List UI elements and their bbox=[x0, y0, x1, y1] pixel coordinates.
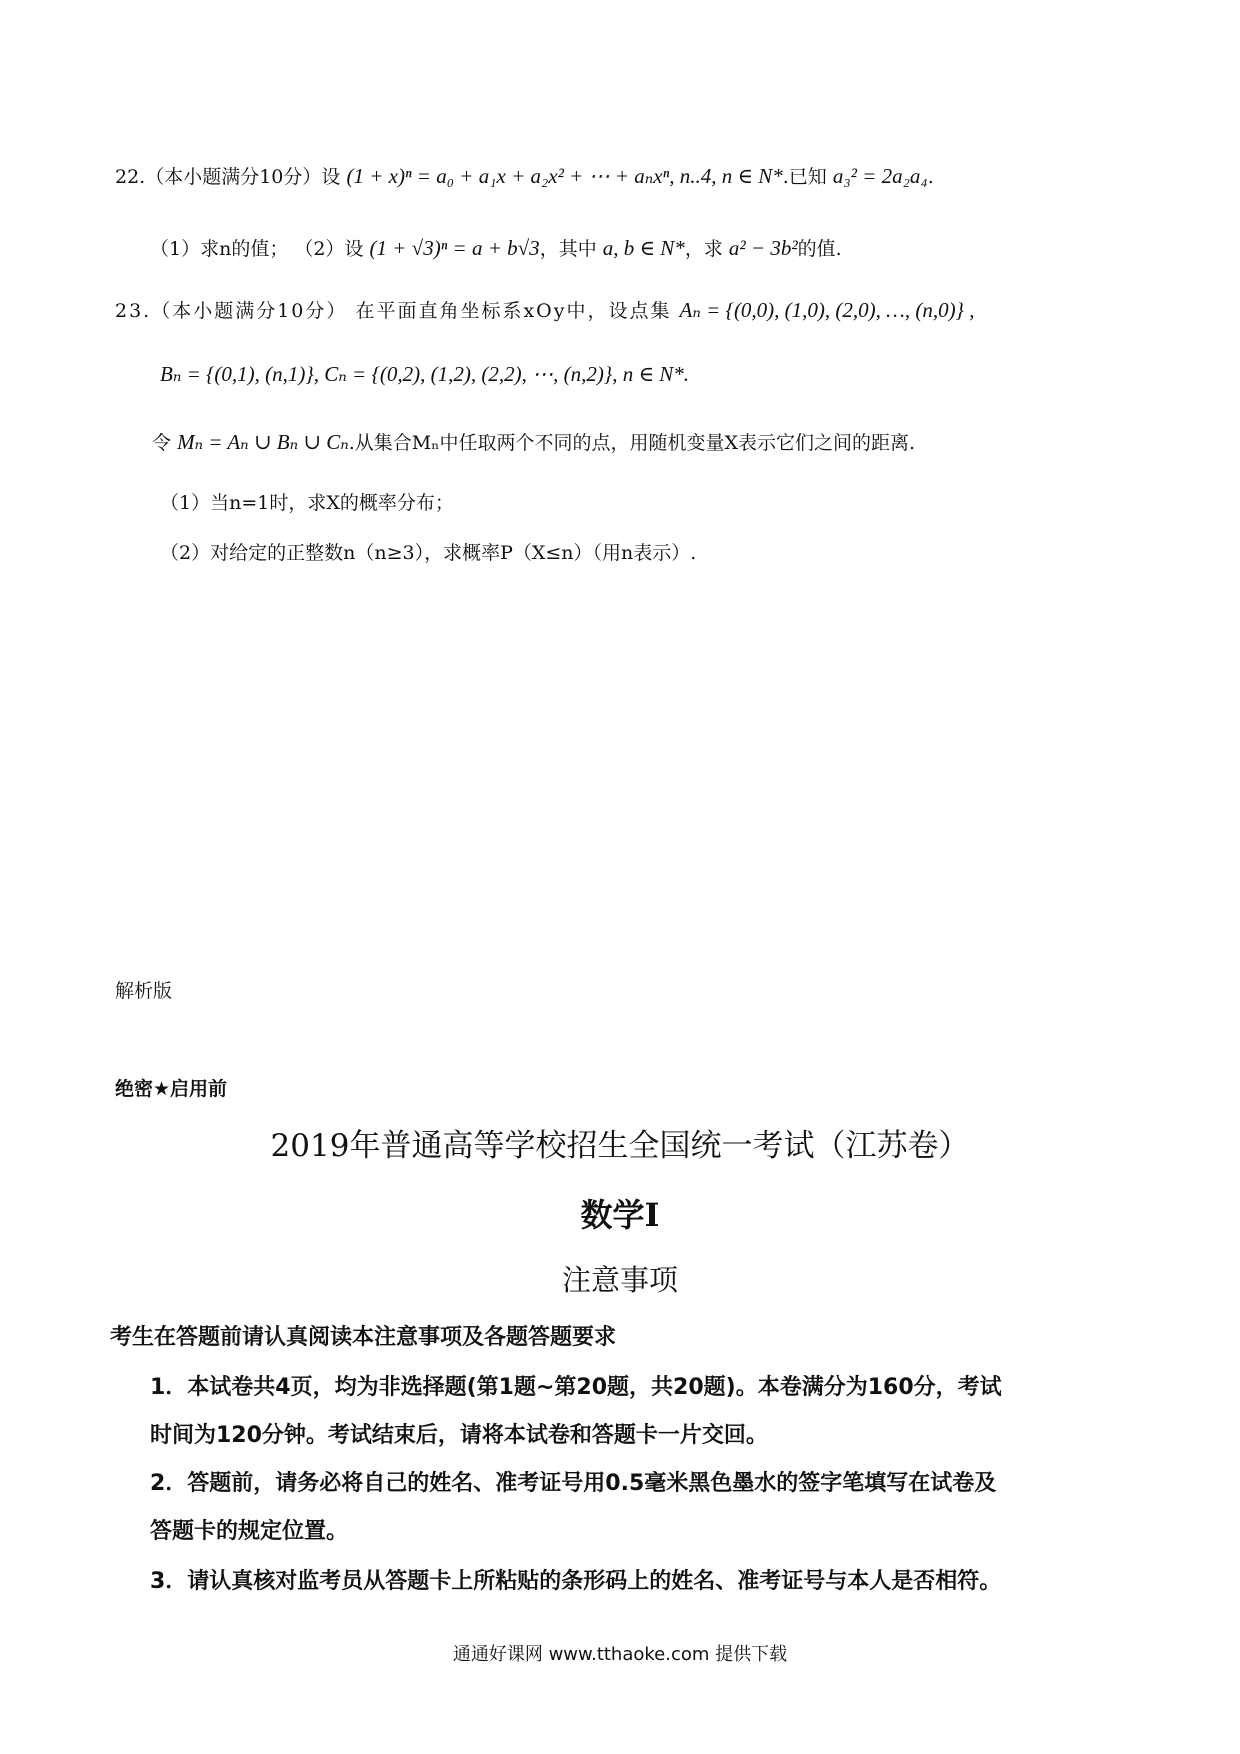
question-22-label: 22.（本小题满分10分） bbox=[115, 166, 322, 188]
notes-intro: 考生在答题前请认真阅读本注意事项及各题答题要求 bbox=[110, 1325, 617, 1350]
question-23-part-2: （2）对给定的正整数n（n≥3），求概率P（X≤n）（用n表示）. bbox=[160, 542, 697, 564]
question-23-label: 23.（本小题满分10分） bbox=[115, 300, 348, 322]
question-22-stem: 22.（本小题满分10分）设 (1 + x)ⁿ = a₀ + a₁x + a₂x² + ⋯ + aₙxⁿ, n..4, n ∈ N*.已知 a₃² = 2a₂a₄. bbox=[115, 164, 934, 188]
question-23-stem: 23.（本小题满分10分） 在平面直角坐标系xOy中，设点集 Aₙ = {(0,0), (1,0), (2,0), …, (n,0)} , bbox=[115, 298, 975, 322]
secret-label: 绝密★启用前 bbox=[115, 1078, 228, 1100]
set-b-c-formula: Bₙ = {(0,1), (n,1)}, Cₙ = {(0,2), (1,2), (2,2), ⋯, (n,2)}, n ∈ N*. bbox=[160, 362, 690, 386]
version-label: 解析版 bbox=[115, 980, 173, 1002]
note-line: 答题卡的规定位置。 bbox=[150, 1519, 349, 1544]
question-22-formula: (1 + x)ⁿ = a₀ + a₁x + a₂x² + ⋯ + aₙxⁿ, n..4, n ∈ N* bbox=[346, 164, 783, 188]
question-22-known-formula: a₃² = 2a₂a₄ bbox=[832, 164, 928, 188]
question-22-part-2-formula: (1 + √3)ⁿ = a + b√3 bbox=[369, 236, 540, 260]
notes-heading: 注意事项 bbox=[561, 1263, 678, 1297]
set-m-formula: Mₙ = Aₙ ∪ Bₙ ∪ Cₙ bbox=[177, 430, 349, 454]
question-23-let: 令 Mₙ = Aₙ ∪ Bₙ ∪ Cₙ.从集合Mₙ中任取两个不同的点，用随机变量X表示它们之间的距离. bbox=[152, 430, 916, 454]
question-22-parts: （1）求n的值； （2）设 (1 + √3)ⁿ = a + b√3，其中 a, b ∈ N*，求 a² − 3b²的值. bbox=[150, 236, 842, 260]
subject-title: 数学Ⅰ bbox=[580, 1196, 660, 1234]
set-a-formula: Aₙ = {(0,0), (1,0), (2,0), …, (n,0)} , bbox=[679, 298, 975, 322]
note-line: 1．本试卷共4页，均为非选择题(第1题~第20题，共20题)。本卷满分为160分，考试 bbox=[150, 1375, 1002, 1400]
question-23-sets bbox=[160, 362, 689, 387]
question-23-part-1: （1）当n=1时，求X的概率分布； bbox=[160, 492, 454, 514]
note-line: 2．答题前，请务必将自己的姓名、准考证号用0.5毫米黑色墨水的签字笔填写在试卷及 bbox=[150, 1471, 997, 1496]
note-line: 3．请认真核对监考员从答题卡上所粘贴的条形码上的姓名、准考证号与本人是否相符。 bbox=[150, 1569, 1002, 1594]
question-22-part-1: （1）求n的值； bbox=[150, 238, 289, 260]
note-line: 时间为120分钟。考试结束后，请将本试卷和答题卡一片交回。 bbox=[150, 1423, 768, 1448]
footer: 通通好课网 www.tthaoke.com 提供下载 bbox=[452, 1644, 788, 1665]
exam-title: 2019年普通高等学校招生全国统一考试（江苏卷） bbox=[270, 1128, 970, 1164]
